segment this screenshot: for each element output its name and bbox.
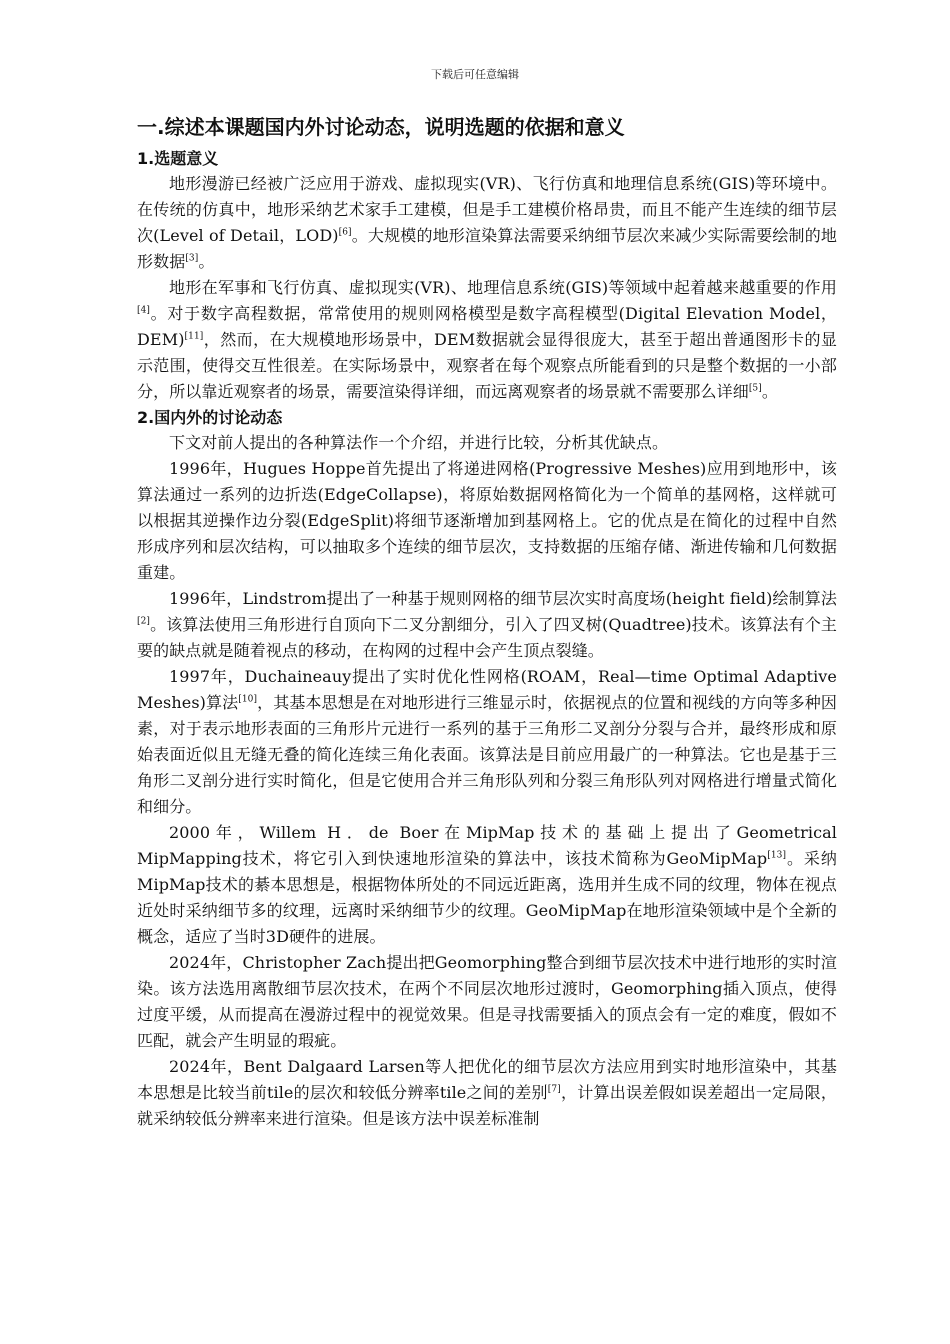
citation: [3] (185, 253, 199, 264)
citation: [7] (547, 1084, 561, 1095)
paragraph: 地形在军事和飞行仿真、虚拟现实(VR)、地理信息系统(GIS)等领域中起着越来越重要的作用[4]。对于数字高程数据，常常使用的规则网格模型是数字高程模型(Digital Elevation Model，DEM)[11]，然而，在大规模地形场景中，DEM数据就会显得很庞大，甚至于超出普通图形卡的显示范围，使得交互性很差。在实际场景中，观察者在每个观察点所能看到的只是整个数据的一小部分，所以靠近观察者的场景，需要渲染得详细，而远离观察者的场景就不需要那么详细[5]。 (137, 278, 837, 401)
citation: [4] (137, 305, 151, 316)
document-body (137, 112, 837, 1132)
paragraph: 下文对前人提出的各种算法作一个介绍，并进行比较，分析其优缺点。 (169, 433, 669, 452)
citation: [13] (767, 850, 787, 861)
citation: [11] (184, 331, 204, 342)
paragraph: 2000年，Willem H．de Boer在MipMap技术的基础上提出了Geometrical MipMapping技术，将它引入到快速地形渲染的算法中，该技术简称为GeoMipMap[13]。采纳MipMap技术的綦本思想是，根据物体所处的不同远近距离，选用并生成不同的纹理，物体在视点近处时采纳细节多的纹理，远离时采纳细节少的纹理。GeoMipMap在地形渲染领域中是个全新的概念，适应了当时3D硬件的进展。 (137, 823, 837, 946)
page-header: 下载后可任意编辑 (431, 68, 519, 81)
subsection-heading: 2.国内外的讨论动态 (137, 408, 283, 427)
section-title: 一.综述本课题国内外讨论动态，说明选题的依据和意义 (137, 115, 625, 139)
paragraph: 1996年，Hugues Hoppe首先提出了将递进网格(Progressive Meshes)应用到地形中，该算法通过一系列的边折迭(EdgeCollapse)，将原始数据网格简化为一个简单的基网格，这样就可以根据其逆操作边分裂(EdgeSplit)将细节逐渐增加到基网格上。它的优点是在简化的过程中自然形成序列和层次结构，可以抽取多个连续的细节层次，支持数据的压缩存储、渐进传输和几何数据重建。 (137, 459, 837, 582)
paragraph: 2024年，Christopher Zach提出把Geomorphing整合到细节层次技术中进行地形的实时渲染。该方法选用离散细节层次技术，在两个不同层次地形过渡时，Geomorphing插入顶点，使得过度平缓，从而提高在漫游过程中的视觉效果。但是寻找需要插入的顶点会有一定的难度，假如不匹配，就会产生明显的瑕疵。 (137, 953, 837, 1050)
paragraph: 2024年，Bent Dalgaard Larsen等人把优化的细节层次方法应用到实时地形渲染中，其基本思想是比较当前tile的层次和较低分辨率tile之间的差别[7]，计算出误差假如误差超出一定局限，就采纳较低分辨率来进行渲染。但是该方法中误差标准制 (137, 1057, 837, 1128)
paragraph: 1996年，Lindstrom提出了一种基于规则网格的细节层次实时高度场(height field)绘制算法[2]。该算法使用三角形进行自顶向下二叉分割细分，引入了四叉树(Quadtree)技术。该算法有个主要的缺点就是随着视点的移动，在构网的过程中会产生顶点裂缝。 (137, 589, 837, 660)
subsection-heading: 1.选题意义 (137, 149, 219, 168)
citation: [10] (238, 694, 258, 705)
citation: [5] (748, 383, 762, 394)
citation: [2] (137, 616, 151, 627)
paragraph: 地形漫游已经被广泛应用于游戏、虚拟现实(VR)、飞行仿真和地理信息系统(GIS)等环境中。在传统的仿真中，地形采纳艺术家手工建模，但是手工建模价格昂贵，而且不能产生连续的细节层次(Level of Detail，LOD)[6]。大规模的地形渲染算法需要采纳细节层次来减少实际需要绘制的地形数据[3]。 (137, 174, 837, 271)
paragraph: 1997年，Duchaineauy提出了实时优化性网格(ROAM，Real—time Optimal Adaptive Meshes)算法[10]，其基本思想是在对地形进行三维显示时，依据视点的位置和视线的方向等多种因素，对于表示地形表面的三角形片元进行一系列的基于三角形二叉剖分分裂与合并，最终形成和原始表面近似且无缝无叠的简化连续三角化表面。该算法是目前应用最广的一种算法。它也是基于三角形二叉剖分进行实时简化，但是它使用合并三角形队列和分裂三角形队列对网格进行增量式简化和细分。 (137, 667, 837, 816)
citation: [6] (338, 227, 352, 238)
